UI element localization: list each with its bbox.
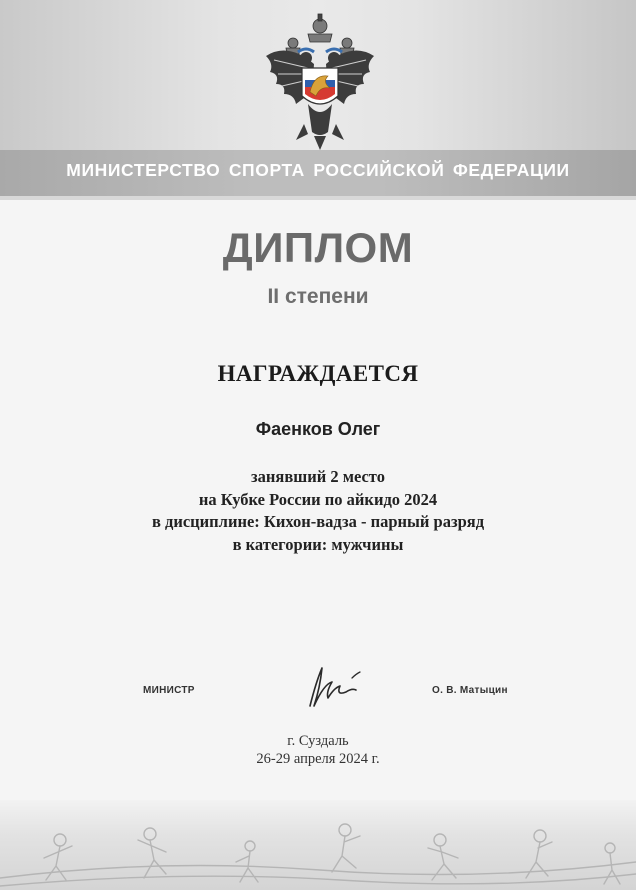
place-and-date xyxy=(0,732,636,768)
recipient-name: Фаенков Олег xyxy=(255,419,381,439)
details-line: занявший 2 место xyxy=(251,467,385,486)
ministry-title: МИНИСТЕРСТВО СПОРТА РОССИЙСКОЙ ФЕДЕРАЦИИ xyxy=(66,160,570,180)
achievement-details xyxy=(0,466,636,556)
details-line: в дисциплине: Кихон-вадза - парный разряд xyxy=(151,512,485,531)
details-line: на Кубке России по айкидо 2024 xyxy=(198,489,438,509)
city-label: г. Суздаль xyxy=(287,733,349,749)
ministry-emblem-icon xyxy=(258,12,382,152)
header-divider xyxy=(0,196,636,200)
diploma-title: ДИПЛОМ xyxy=(222,224,414,271)
handwritten-signature xyxy=(296,662,368,712)
sports-silhouettes-decoration xyxy=(0,800,636,890)
awarded-heading: НАГРАЖДАЕТСЯ xyxy=(217,361,419,386)
signatory-name: О. В. Матыцин xyxy=(432,685,508,696)
diploma-degree: II степени xyxy=(267,285,369,308)
event-dates: 26-29 апреля 2024 г. xyxy=(256,751,380,767)
signatory-role: МИНИСТР xyxy=(143,685,195,696)
details-line: в категории: мужчины xyxy=(232,534,404,554)
